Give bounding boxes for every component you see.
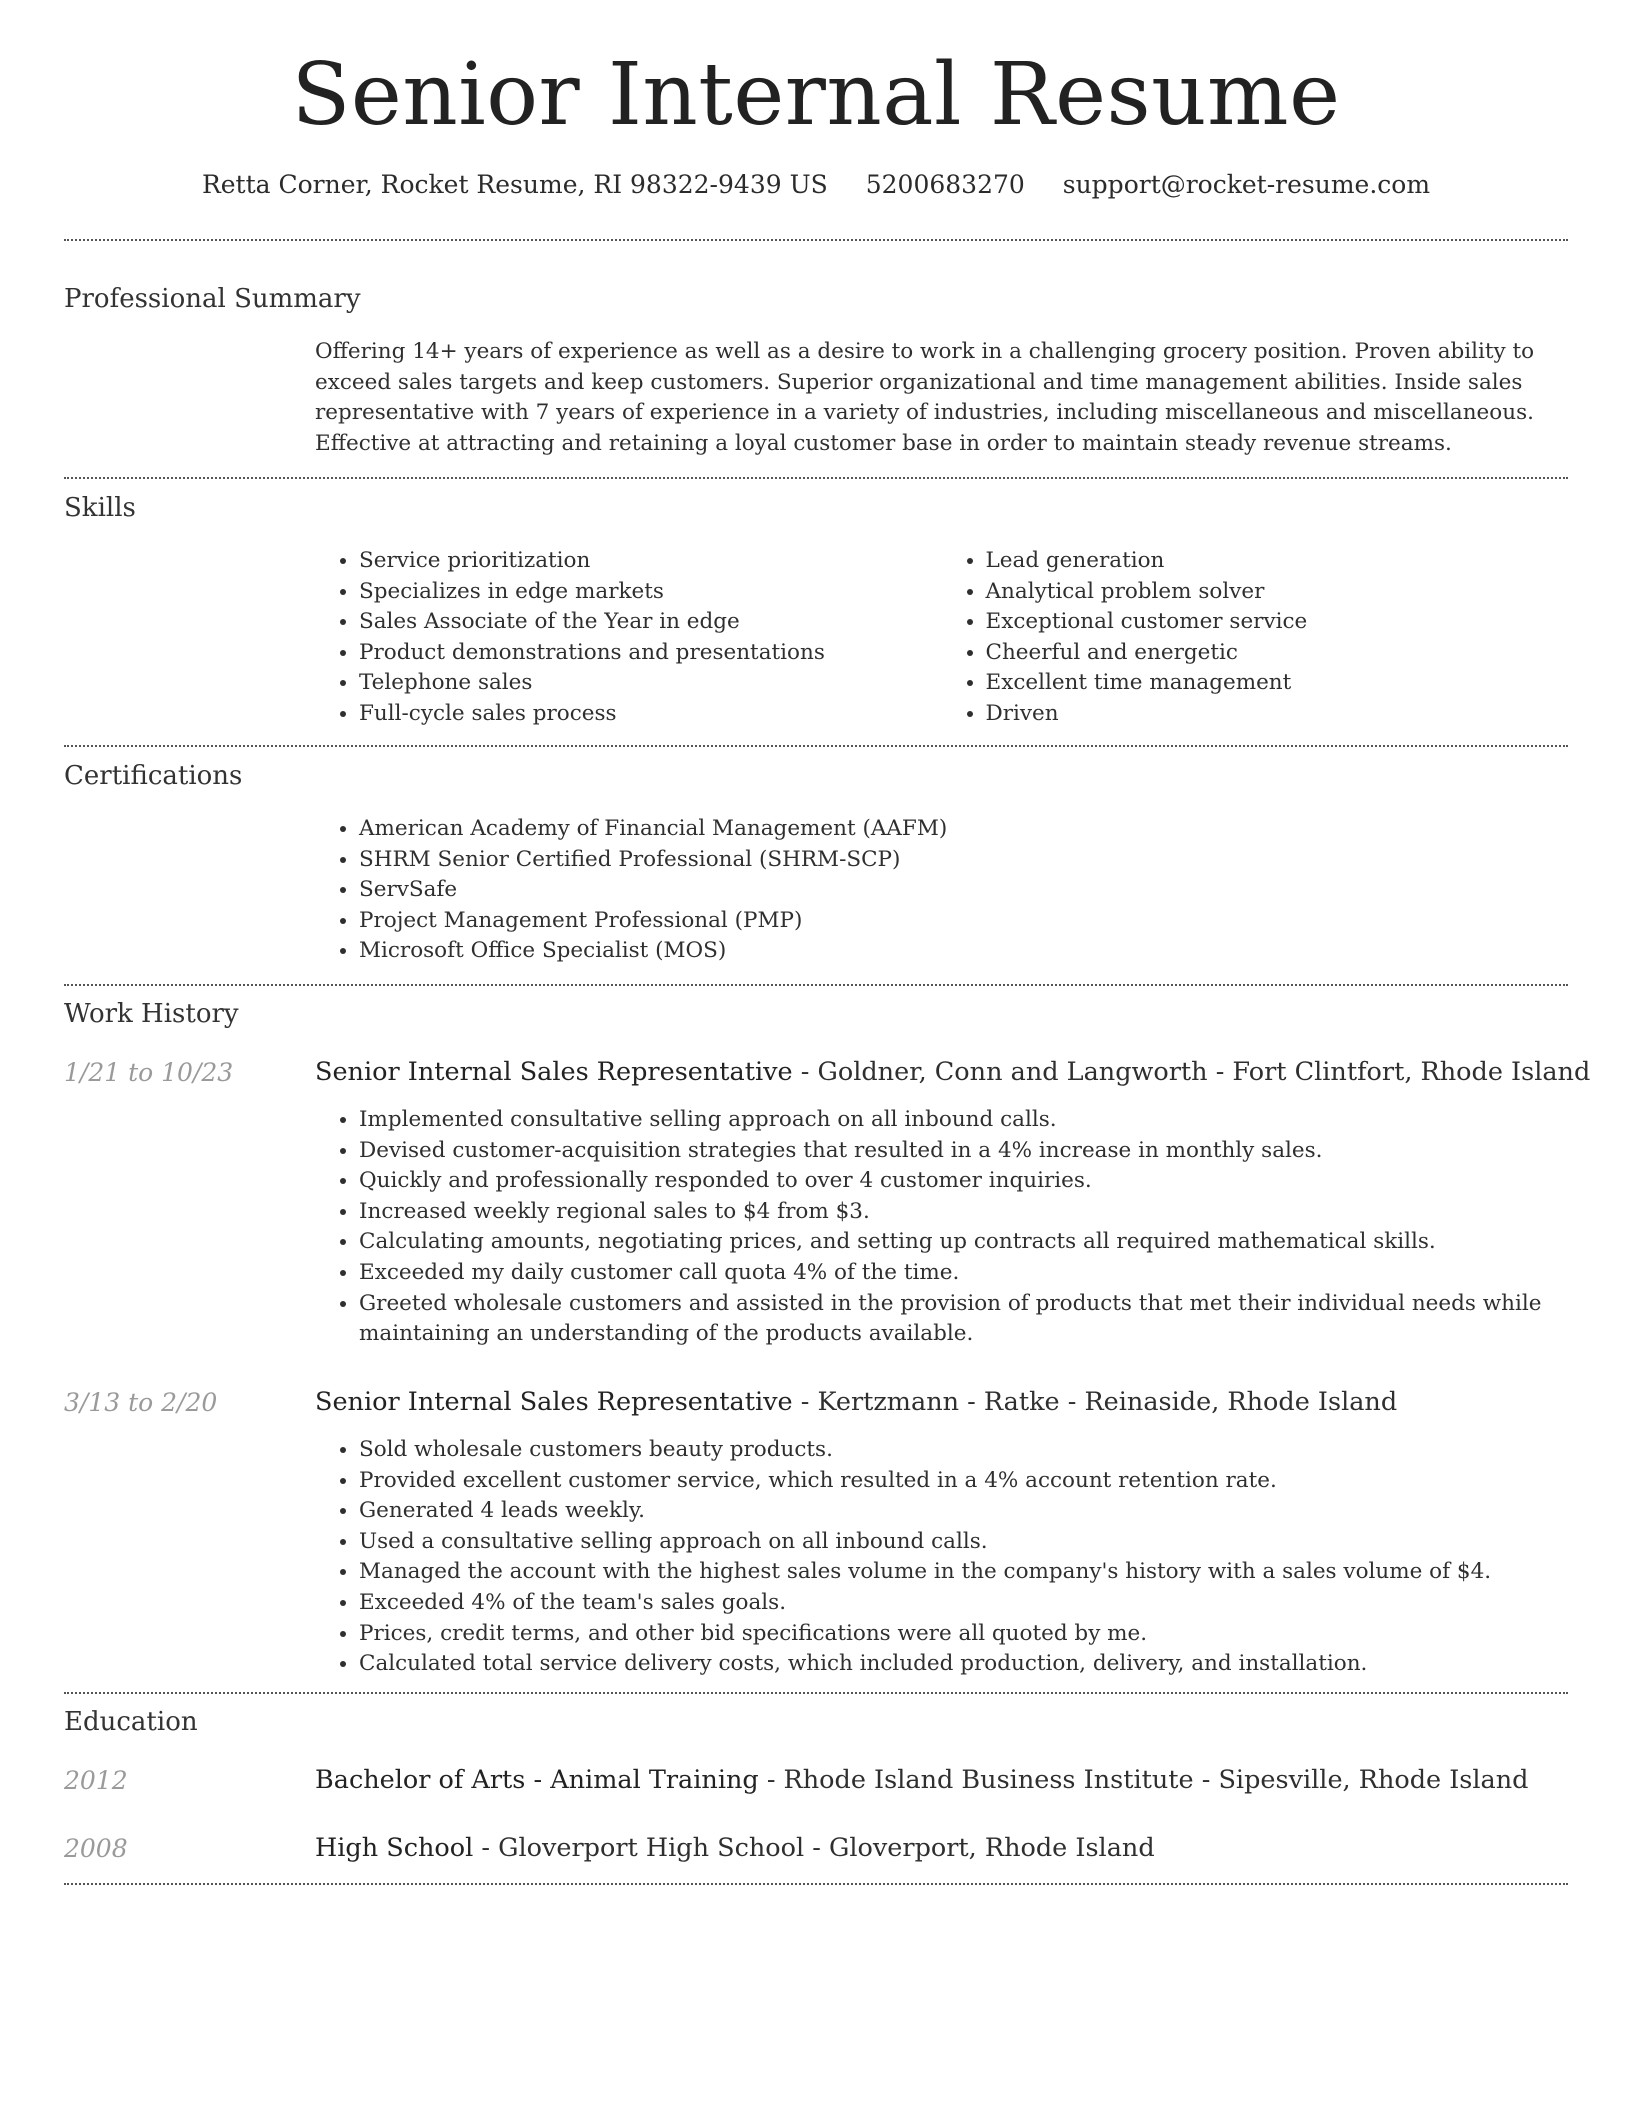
skill-item: • Analytical problem solver xyxy=(986,577,1569,608)
divider xyxy=(64,1692,1568,1694)
skill-item: • Sales Associate of the Year in edge xyxy=(359,607,942,638)
job-bullet: • Calculating amounts, negotiating prices, and setting up contracts all required mathematical skills. xyxy=(359,1227,1612,1258)
job-bullets xyxy=(315,1435,1612,1680)
skill-item: • Product demonstrations and presentations xyxy=(359,638,942,669)
job-bullet: • Exceeded 4% of the team's sales goals. xyxy=(359,1588,1612,1619)
job-dates: 1/21 to 10/23 xyxy=(64,1058,234,1087)
job-bullet: • Increased weekly regional sales to $4 from $3. xyxy=(359,1197,1612,1228)
certification-item: • ServSafe xyxy=(359,875,1568,906)
summary-text: Offering 14+ years of experience as well as a desire to work in a challenging grocery position. Proven ability to exceed sales targets and keep customers. Superior organizational and time management abilities. Inside sales representative with 7 years of experience in a variety of industries, including miscellaneous and miscellaneous. Effective at attracting and retaining a loyal customer base in order to maintain steady revenue streams. xyxy=(315,339,1535,456)
skill-item: • Service prioritization xyxy=(359,546,942,577)
certification-item: • American Academy of Financial Management (AAFM) xyxy=(359,814,1568,845)
skill-item: • Lead generation xyxy=(986,546,1569,577)
job-dates: 3/13 to 2/20 xyxy=(64,1388,218,1417)
education-year: 2008 xyxy=(64,1834,128,1863)
certification-item: • Project Management Professional (PMP) xyxy=(359,906,1568,937)
job-role: Senior Internal Sales Representative xyxy=(315,1387,793,1417)
job-title xyxy=(315,1057,1591,1087)
skill-item: • Telephone sales xyxy=(359,668,942,699)
certifications-heading: Certifications xyxy=(64,761,243,791)
divider xyxy=(64,1883,1568,1885)
job-bullet: • Managed the account with the highest sales volume in the company's history with a sales volume of $4. xyxy=(359,1557,1612,1588)
skills-heading: Skills xyxy=(64,493,136,523)
certifications-list xyxy=(315,814,1568,967)
contact-email: support@rocket-resume.com xyxy=(1062,170,1431,199)
job-bullet: • Sold wholesale customers beauty products. xyxy=(359,1435,1612,1466)
education-details: - Gloverport High School - Gloverport, Rhode Island xyxy=(473,1833,1155,1863)
skill-item: • Exceptional customer service xyxy=(986,607,1569,638)
education-heading: Education xyxy=(64,1707,198,1737)
education-title xyxy=(315,1833,1155,1863)
job-bullet: • Generated 4 leads weekly. xyxy=(359,1496,1612,1527)
job-bullet: • Implemented consultative selling approach on all inbound calls. xyxy=(359,1105,1612,1136)
job-bullet: • Greeted wholesale customers and assisted in the provision of products that met their individual needs while maintaining an understanding of the products available. xyxy=(359,1289,1612,1350)
job-bullet: • Used a consultative selling approach on all inbound calls. xyxy=(359,1527,1612,1558)
divider xyxy=(64,984,1568,986)
job-bullet: • Calculated total service delivery costs, which included production, delivery, and installation. xyxy=(359,1649,1612,1680)
job-bullet: • Prices, credit terms, and other bid specifications were all quoted by me. xyxy=(359,1619,1612,1650)
skill-item: • Full-cycle sales process xyxy=(359,699,942,730)
contact-phone: 5200683270 xyxy=(865,170,1025,199)
job-bullet: • Quickly and professionally responded to over 4 customer inquiries. xyxy=(359,1166,1612,1197)
divider xyxy=(64,745,1568,747)
skill-item: • Specializes in edge markets xyxy=(359,577,942,608)
job-bullet: • Exceeded my daily customer call quota 4% of the time. xyxy=(359,1258,1612,1289)
job-title xyxy=(315,1387,1398,1417)
resume-title: Senior Internal Resume xyxy=(291,45,1341,145)
job-bullets xyxy=(315,1105,1612,1350)
divider xyxy=(64,477,1568,479)
skill-item: • Driven xyxy=(986,699,1569,730)
job-role: Senior Internal Sales Representative xyxy=(315,1057,793,1087)
job-details: - Goldner, Conn and Langworth - Fort Clintfort, Rhode Island xyxy=(792,1057,1591,1087)
skill-item: • Cheerful and energetic xyxy=(986,638,1569,669)
job-details: - Kertzmann - Ratke - Reinaside, Rhode Island xyxy=(792,1387,1398,1417)
education-title xyxy=(315,1765,1529,1795)
skill-item: • Excellent time management xyxy=(986,668,1569,699)
contact-address: Retta Corner, Rocket Resume, RI 98322-9439 US xyxy=(201,170,828,199)
contact-info xyxy=(0,172,1632,197)
education-details: - Rhode Island Business Institute - Sipesville, Rhode Island xyxy=(758,1765,1529,1795)
work-history-heading: Work History xyxy=(64,999,239,1029)
education-degree: High School xyxy=(315,1833,474,1863)
education-degree: Bachelor of Arts - Animal Training xyxy=(315,1765,759,1795)
education-year: 2012 xyxy=(64,1766,128,1795)
summary-heading: Professional Summary xyxy=(64,284,361,314)
divider xyxy=(64,239,1568,241)
skills-list-right xyxy=(942,546,1569,730)
job-bullet: • Devised customer-acquisition strategies that resulted in a 4% increase in monthly sales. xyxy=(359,1136,1612,1167)
skills-list-left xyxy=(315,546,942,730)
certification-item: • Microsoft Office Specialist (MOS) xyxy=(359,936,1568,967)
certification-item: • SHRM Senior Certified Professional (SHRM-SCP) xyxy=(359,845,1568,876)
job-bullet: • Provided excellent customer service, which resulted in a 4% account retention rate. xyxy=(359,1466,1612,1497)
